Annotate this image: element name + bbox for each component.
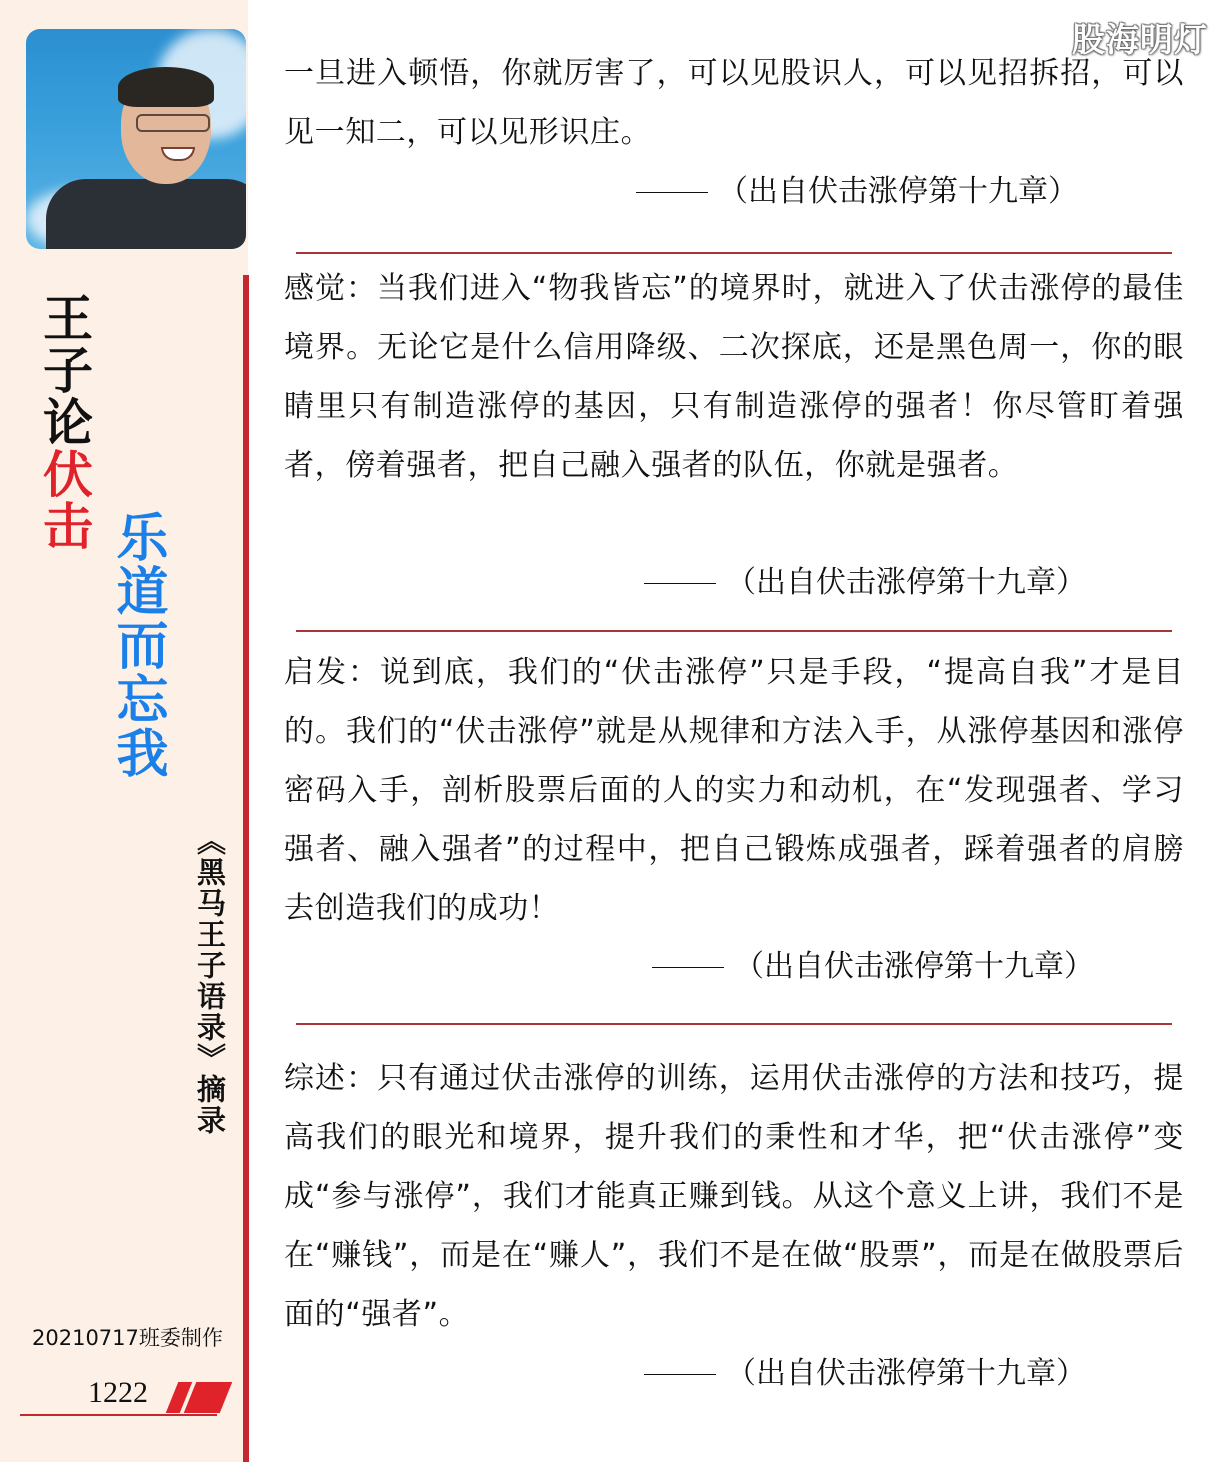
page-subtitle: 乐道而忘我: [107, 510, 168, 780]
citation-dash: [652, 967, 724, 969]
quote-paragraph-1: 一旦进入顿悟，你就厉害了，可以见股识人，可以见招拆招，可以见一知二，可以见形识庄。: [284, 56, 1184, 150]
title-red: 伏击: [35, 448, 94, 552]
citation-dash: [644, 1374, 716, 1376]
citation-2: （出自伏击涨停第十九章）: [644, 563, 1086, 603]
quote-paragraph-3: 启发：说到底，我们的“伏击涨停”只是手段，“提高自我”才是目的。我们的“伏击涨停”就是从规律和方法入手，从涨停基因和涨停密码入手，剖析股票后面的人的实力和动机，在“发现强者、学习强者、融入强者”的过程中，把自己锻炼成强者，踩着强者的肩膀去创造我们的成功！: [284, 655, 1184, 926]
citation-4: （出自伏击涨停第十九章）: [644, 1354, 1086, 1394]
title-black: 王子论: [35, 292, 94, 448]
quote-paragraph-2: 感觉：当我们进入“物我皆忘”的境界时，就进入了伏击涨停的最佳境界。无论它是什么信用降级、二次探底，还是黑色周一，你的眼睛里只有制造涨停的基因，只有制造涨停的强者！你尽管盯着强者，傍着强者，把自己融入强者的队伍，你就是强者。: [284, 271, 1184, 483]
citation-dash: [644, 583, 716, 585]
section-divider: [296, 1023, 1172, 1025]
credit-text: 20210717班委制作: [32, 1326, 223, 1350]
watermark-logo: 股海明灯: [1072, 20, 1208, 59]
section-divider: [296, 630, 1172, 632]
sidebar-red-bar: [243, 275, 249, 1462]
citation-dash: [636, 192, 708, 194]
citation-1: （出自伏击涨停第十九章）: [636, 172, 1078, 212]
author-photo: [26, 29, 246, 249]
source-note: 《黑马王子语录》摘录: [193, 826, 227, 1136]
page-number: 1222: [88, 1376, 148, 1409]
citation-3: （出自伏击涨停第十九章）: [652, 947, 1094, 987]
section-divider: [296, 252, 1172, 254]
quote-paragraph-4: 综述：只有通过伏击涨停的训练，运用伏击涨停的方法和技巧，提高我们的眼光和境界，提升我们的秉性和才华，把“伏击涨停”变成“参与涨停”，我们才能真正赚到钱。从这个意义上讲，我们不是在“赚钱”，而是在“赚人”，我们不是在做“股票”，而是在做股票后面的“强者”。: [284, 1061, 1184, 1332]
page-number-underline: [20, 1414, 217, 1416]
page-title: [36, 292, 92, 552]
